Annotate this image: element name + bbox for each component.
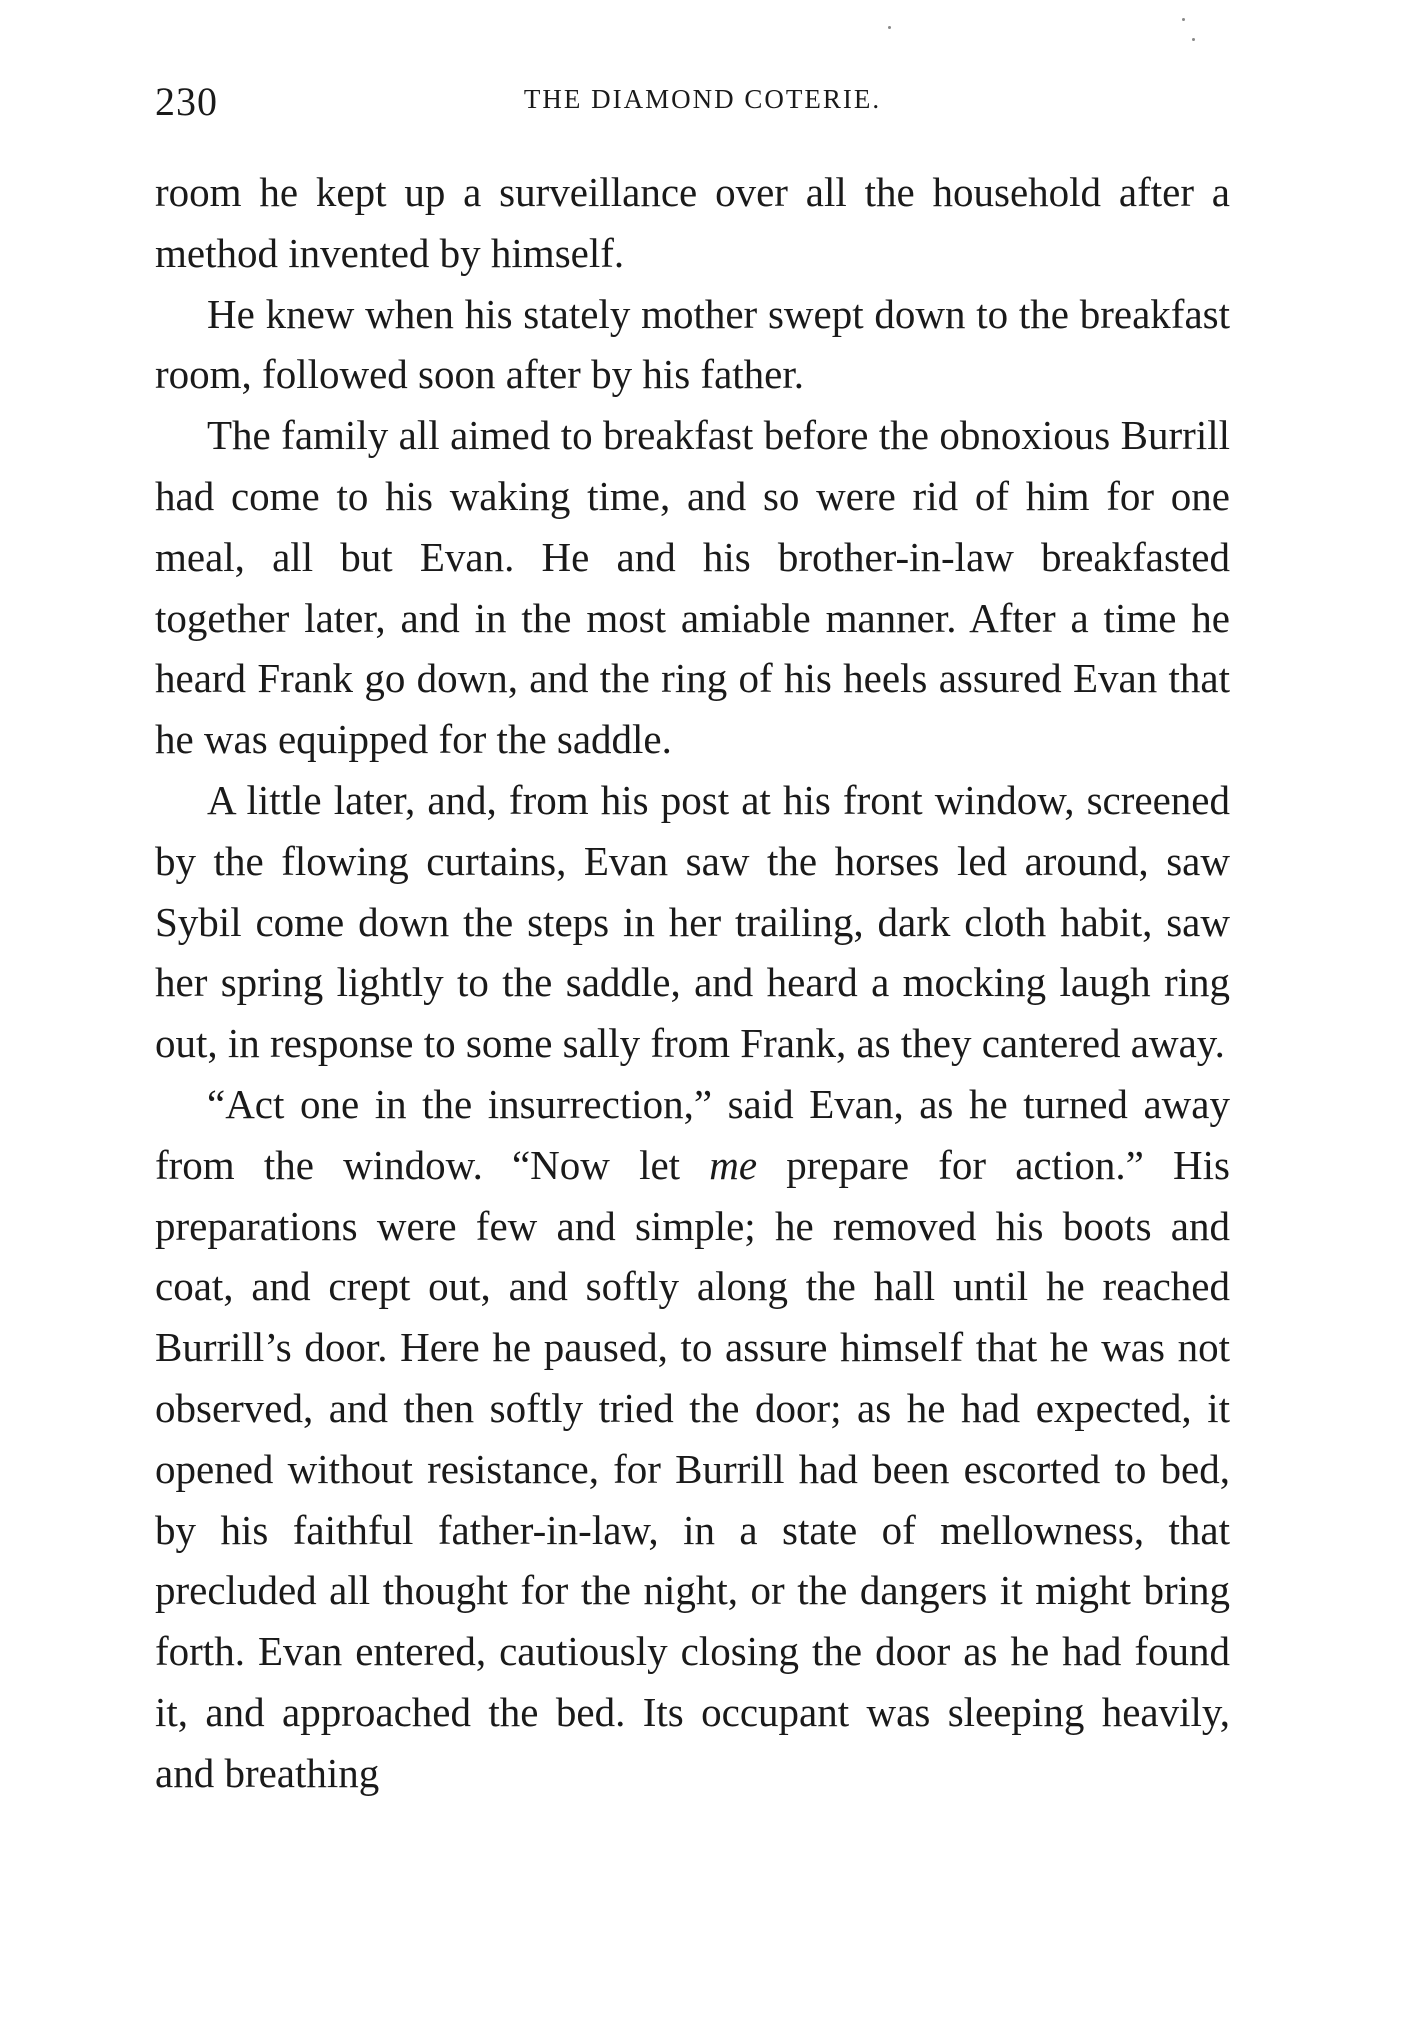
- paragraph-5-emphasis: me: [709, 1141, 758, 1188]
- page-number: 230: [155, 79, 218, 124]
- page-header: [155, 70, 1230, 130]
- paragraph-1: room he kept up a surveillance over all the household after a method invented by himself.: [155, 169, 1230, 276]
- paragraph-4: A little later, and, from his post at his front window, screened by the flowing curtains, Evan saw the horses led around, saw Sybil come down the steps in her trailing, dark cloth habit, saw her spring lightly to the saddle, and heard a mocking laugh ring out, in response to some sally from Frank, as they cantered away.: [155, 776, 1230, 1067]
- paper-speck: [888, 26, 891, 29]
- running-title: THE DIAMOND COTERIE.: [523, 84, 882, 114]
- paragraph-5-part-2: prepare for action.” His preparations were few and simple; he removed his boots and coat, and crept out, and softly along the hall until he reached Burrill’s door. Here he paused, to assure himself that he was not observed, and then softly tried the door; as he had expected, it opened without resistance, for Burrill had been escorted to bed, by his faithful father-in-law, in a state of mellowness, that precluded all thought for the night, or the dangers it might bring forth. Evan entered, cautiously closing the door as he had found it, and approached the bed. Its occupant was sleeping heavily, and breathing: [155, 1141, 1230, 1796]
- paragraph-5: [155, 1074, 1230, 1804]
- paragraph-5-part-1: “Act one in the insurrection,” said Evan, as he turned away from the window. “Now let: [155, 1080, 1230, 1188]
- paragraph-3: The family all aimed to breakfast before the obnoxious Burrill had come to his waking time, and so were rid of him for one meal, all but Evan. He and his brother-in-law breakfasted together later, and in the most amiable manner. After a time he heard Frank go down, and the ring of his heels assured Evan that he was equipped for the saddle.: [155, 412, 1230, 763]
- paper-speck: [1192, 38, 1195, 41]
- paper-speck: [1182, 18, 1185, 21]
- body-text: [155, 162, 1230, 1804]
- paragraph-2: He knew when his stately mother swept down to the breakfast room, followed soon after by his father.: [155, 290, 1230, 398]
